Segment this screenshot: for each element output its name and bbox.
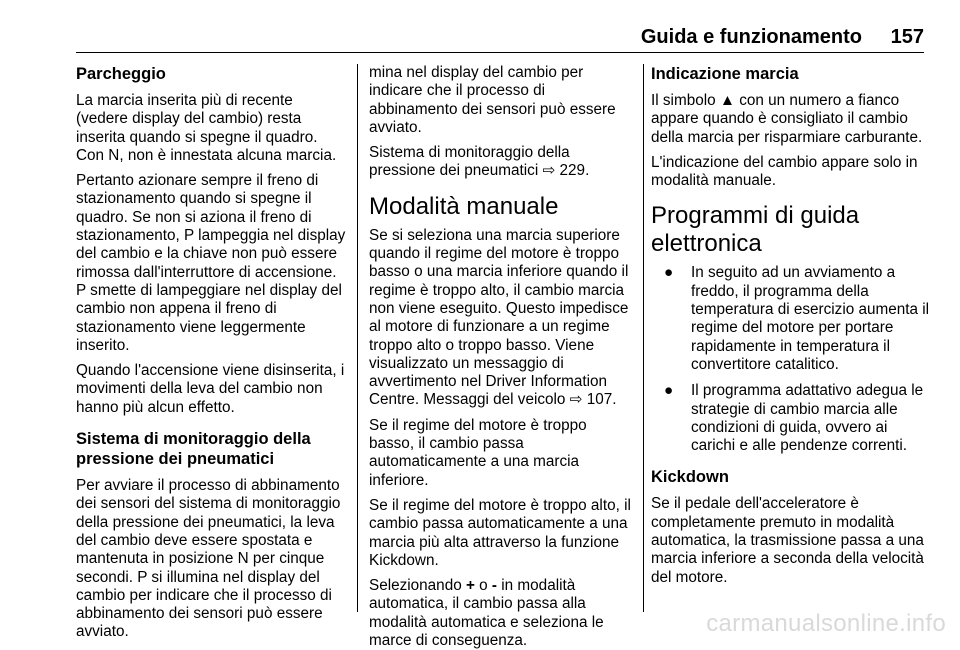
heading-programmi-guida: Programmi di guida elettronica: [651, 202, 860, 258]
triangle-up-icon: ▲: [719, 92, 735, 109]
arrow-ref-icon: ⇨: [542, 162, 556, 180]
list-item: ● Il programma adattativo adegua le strategie di cambio marcia alle condizioni di guida, ovvero ai carichi e alle pendenze correnti.: [664, 382, 924, 455]
paragraph: Se il regime del motore è troppo alto, il cambio passa automaticamente a una marcia più alta attraverso la funzione Kickdown.: [369, 496, 631, 569]
paragraph: Il simbolo ▲ con un numero a fianco appare quando è consigliato il cambio della marcia per risparmiare carburante.: [651, 92, 923, 146]
paragraph: L'indicazione del cambio appare solo in modalità manuale.: [651, 153, 918, 190]
paragraph: La marcia inserita più di recente (vedere display del cambio) resta inserita quando si spegne il quadro. Con N, non è innestata alcuna marcia.: [76, 92, 337, 164]
column-divider: [643, 64, 644, 612]
arrow-ref-icon: ⇨: [569, 391, 583, 409]
bullet-list: [651, 264, 931, 455]
paragraph: Per avviare il processo di abbinamento dei sensori del sistema di monitoraggio della pressione dei pneumatici, la leva del cambio deve essere spostata e mantenuta in posizione N per cinque secondi. P si illumina nel display del cambio per indicare che il processo di abbinamento dei sensori può essere avviato.: [76, 477, 341, 641]
column-right: [651, 64, 931, 642]
heading-modalita-manuale: Modalità manuale: [369, 192, 559, 220]
page-header: [76, 24, 924, 53]
paragraph: Se il regime del motore è troppo basso, il cambio passa automaticamente a una marcia inferiore.: [369, 416, 587, 489]
bullet-icon: ●: [664, 264, 674, 282]
watermark: carmanualsonline.info: [706, 610, 946, 637]
paragraph: Pertanto azionare sempre il freno di stazionamento quando si spegne il quadro. Se non si aziona il freno di stazionamento, P lampeggia nel display del cambio e la chiave non può essere rimossa dall'interruttore di accensione. P smette di lampeggiare nel display del cambio non appena il freno di stazionamento viene leggermente inserito.: [76, 172, 346, 354]
section-title: Guida e funzionamento: [640, 26, 862, 48]
column-left: [76, 64, 348, 642]
heading-parcheggio: Parcheggio: [76, 65, 166, 83]
paragraph: Se il pedale dell'acceleratore è completamente premuto in modalità automatica, la trasmissione passa a una marcia inferiore a seconda della velocità del motore.: [651, 495, 924, 586]
column-divider: [357, 64, 358, 612]
cross-reference[interactable]: Sistema di monitoraggio della pressione dei pneumatici ⇨ 229.: [369, 144, 590, 180]
page-number: 157: [890, 26, 924, 48]
bullet-icon: ●: [664, 382, 674, 400]
paragraph: Quando l'accensione viene disinserita, i movimenti della leva del cambio non hanno più alcun effetto.: [76, 362, 345, 416]
column-middle: [369, 64, 634, 650]
heading-kickdown: Kickdown: [651, 468, 729, 487]
heading-sistema-monitoraggio: Sistema di monitoraggio della pressione dei pneumatici: [76, 430, 311, 469]
paragraph: Se si seleziona una marcia superiore quando il regime del motore è troppo basso o una marcia inferiore quando il regime è troppo alto, il cambio marcia non viene eseguito. Questo impedisce al motore di funzionare a un regime troppo alto o troppo basso. Viene visualizzato un messaggio di avvertimento nel Driver Information Centre. Messaggi del veicolo ⇨ 107.: [369, 226, 629, 409]
heading-indicazione-marcia: Indicazione marcia: [651, 65, 799, 83]
paragraph: Selezionando + o - in modalità automatica, il cambio passa alla modalità automatica e seleziona le marce di conseguenza.: [369, 577, 604, 650]
list-item: ● In seguito ad un avviamento a freddo, il programma della temperatura di esercizio aumenta il regime del motore per portare rapidamente in temperatura il convertitore catalitico.: [664, 264, 930, 373]
paragraph: mina nel display del cambio per indicare che il processo di abbinamento dei sensori può essere avviato.: [369, 64, 616, 136]
